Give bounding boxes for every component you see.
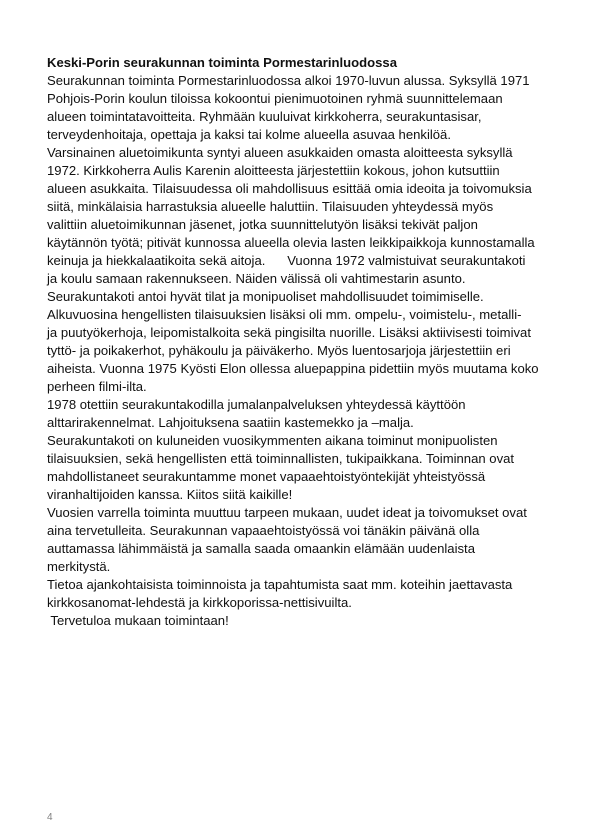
body-line: alueen toimintatavoitteita. Ryhmään kuuluivat kirkkoherra, seurakuntasisar, [47,109,482,124]
body-line: tyttö- ja poikakerhot, pyhäkoulu ja päiväkerho. Myös luentosarjoja järjestettiin eri [47,343,511,358]
body-line: terveydenhoitaja, opettaja ja kaksi tai kolme alueella asuvaa henkilöä. [47,127,451,142]
body-line: aiheista. Vuonna 1975 Kyösti Elon ollessa aluepappina pidettiin myös muutama koko [47,361,539,376]
body-line: Seurakuntakoti antoi hyvät tilat ja monipuoliset mahdollisuudet toimimiselle. [47,289,484,304]
body-line: käytännön työtä; pitivät kunnossa alueella olevia lasten leikkipaikkoja kunnostamalla [47,235,535,250]
body-line: ja koulu samaan rakennukseen. Näiden välissä oli vahtimestarin asunto. [47,271,466,286]
body-line: mahdollistaneet seurakuntamme monet vapaaehtoistyöntekijät yhteistyössä [47,469,486,484]
body-line: valittiin aluetoimikunnan jäsenet, jotka suunnittelutyön lisäksi tekivät paljon [47,217,478,232]
body-line: 1978 otettiin seurakuntakodilla jumalanpalveluksen yhteydessä käyttöön [47,397,466,412]
body-line: alueen asukkaita. Tilaisuudessa oli mahdollisuus esittää omia ideoita ja toivomuksia [47,181,532,196]
body-line: kirkkosanomat-lehdestä ja kirkkoporissa-nettisivuilta. [47,595,352,610]
body-line: Seurakuntakoti on kuluneiden vuosikymmenten aikana toiminut monipuolisten [47,433,498,448]
body-line: keinuja ja hiekkalaatikoita sekä aitoja. Vuonna 1972 valmistuivat seurakuntakoti [47,253,526,268]
body-line: ja puutyökerhoja, leipomistalkoita sekä pingisilta nuorille. Lisäksi aktiivisesti toimivat [47,325,531,340]
page-number: 4 [47,812,53,823]
document-content [47,54,577,630]
body-line: 1972. Kirkkoherra Aulis Karenin aloitteesta järjestettiin kokous, johon kutsuttiin [47,163,500,178]
body-line: siitä, minkälaisia harrastuksia alueelle haluttiin. Tilaisuuden yhteydessä myös [47,199,494,214]
body-line: tilaisuuksien, sekä hengellisten että toiminnallisten, tukipaikkana. Toiminnan ovat [47,451,515,466]
body-line: aina tervetulleita. Seurakunnan vapaaehtoistyössä voi tänäkin päivänä olla [47,523,480,538]
body-line: Alkuvuosina hengellisten tilaisuuksien lisäksi oli mm. ompelu-, voimistelu-, metalli- [47,307,522,322]
body-line: Vuosien varrella toiminta muuttuu tarpeen mukaan, uudet ideat ja toivomukset ovat [47,505,527,520]
body-line: merkitystä. [47,559,111,574]
body-line: Tietoa ajankohtaisista toiminnoista ja tapahtumista saat mm. koteihin jaettavasta [47,577,513,592]
document-body [47,72,577,630]
body-line: perheen filmi-ilta. [47,379,147,394]
body-line: alttarirakennelmat. Lahjoituksena saatiin kastemekko ja –malja. [47,415,414,430]
body-line: Tervetuloa mukaan toimintaan! [47,613,229,628]
body-line: viranhaltijoiden kanssa. Kiitos siitä kaikille! [47,487,293,502]
body-line: Pohjois-Porin koulun tiloissa kokoontui pienimuotoinen ryhmä suunnittelemaan [47,91,503,106]
body-line: Seurakunnan toiminta Pormestarinluodossa alkoi 1970-luvun alussa. Syksyllä 1971 [47,73,530,88]
body-line: Varsinainen aluetoimikunta syntyi alueen asukkaiden omasta aloitteesta syksyllä [47,145,513,160]
body-line: auttamassa lähimmäistä ja samalla saada omaankin elämään uudenlaista [47,541,475,556]
document-title: Keski-Porin seurakunnan toiminta Pormestarinluodossa [47,55,397,70]
